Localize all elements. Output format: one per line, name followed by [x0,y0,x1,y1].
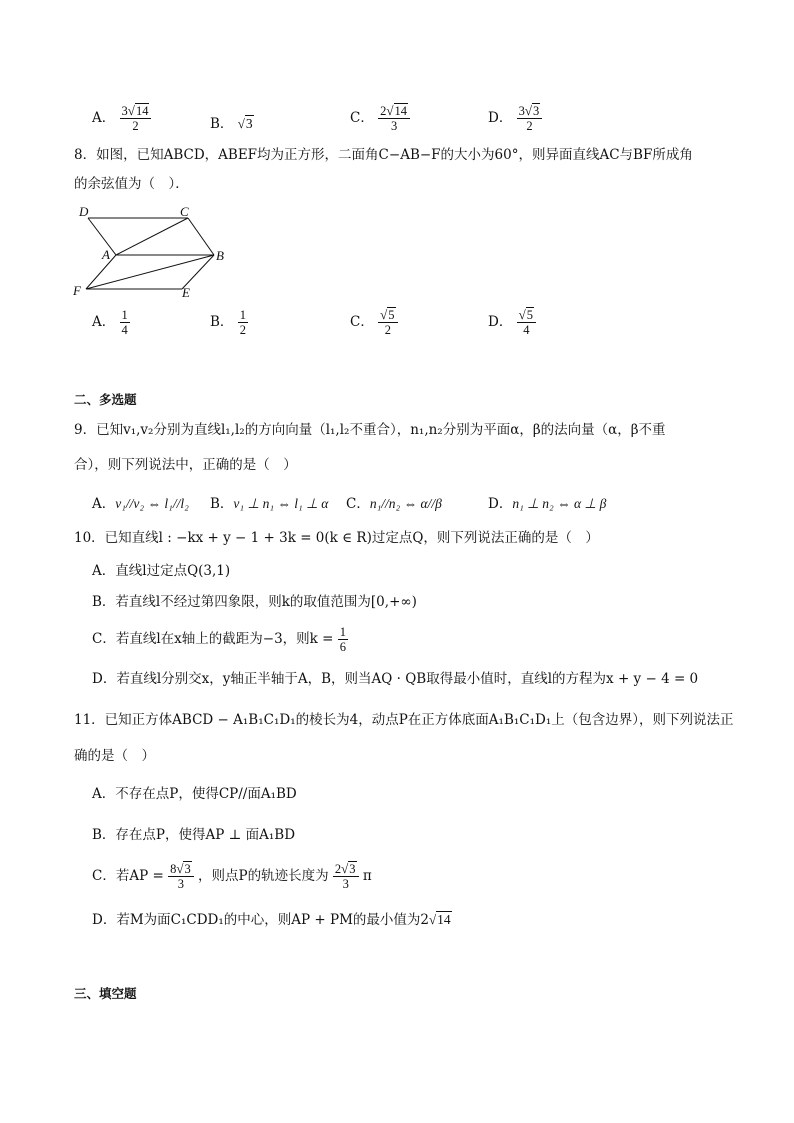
q8-stem-line2: 的余弦值为（ ）． [74,176,189,192]
section-title-multi-choice: 二、多选题 [74,392,137,407]
q7-option-b: B． √3 [210,116,253,132]
q9-option-c: C．n₁//n₂ ⇔ α//β [346,496,442,512]
q7-option-c: C． $\frac{2√14}{3}$ [350,104,410,133]
fraction: $\frac{3√14}{2}$ [120,104,152,133]
q10-option-c: C．若直线l在x轴上的截距为−3，则k = $\frac{1}{6}$ [92,625,346,654]
q8-option-a: A． $\frac{1}{4}$ [92,308,128,337]
q10-option-b: B．若直线l不经过第四象限，则k的取值范围为[0,+∞) [92,594,417,610]
q11-option-c: C．若AP = $\frac{8√3}{3}$ ，则点P的轨迹长度为 $\frac{2√3}{3}$ π [92,861,372,891]
q9-option-d: D．n₁ ⊥ n₂ ⇔ α ⊥ β [488,496,607,512]
q11-stem-line1: 11．已知正方体ABCD − A₁B₁C₁D₁的棱长为4，动点P在正方体底面A₁B₁C₁D₁上（包含边界），则下列说法正 [74,712,734,728]
label-a: A [102,247,110,262]
q11-option-d: D．若M为面C₁CDD₁的中心，则AP + PM的最小值为2√14 [92,912,451,928]
q7-option-a: A． $\frac{3√14}{2}$ [92,104,151,133]
edge-ac [116,218,188,255]
fraction: $\frac{2√14}{3}$ [378,104,410,133]
q8-option-c: C． $\frac{√5}{2}$ [350,308,398,337]
q9-option-b: B．v₁ ⊥ n₁ ⇔ l₁ ⊥ α [210,496,329,512]
section-title-fill-blank: 三、填空题 [74,986,137,1001]
q11-option-a: A．不存在点P，使得CP//面A₁BD [92,786,297,802]
q10-stem: 10．已知直线l : −kx + y − 1 + 3k = 0(k ∈ R)过定点Q，则下列说法正确的是（ ） [74,530,599,546]
edge-be [182,255,214,289]
q7-options [92,104,712,138]
edge-cb [188,218,214,255]
label-c: C [180,204,189,219]
fraction: $\frac{1}{6}$ [339,625,346,654]
q11-option-b: B．存在点P，使得AP ⊥ 面A₁BD [92,827,296,843]
q7-option-d: D． $\frac{3√3}{2}$ [488,104,542,133]
q11-stem-line2: 确的是（ ） [74,748,155,764]
q10-option-d: D．若直线l分别交x，y轴正半轴于A，B，则当AQ · QB取得最小值时，直线l的方程为x + y − 4 = 0 [92,671,699,687]
label-d: D [79,204,89,219]
q9-options [92,492,712,514]
q8-option-b: B． $\frac{1}{2}$ [210,308,246,337]
label-b: B [216,248,224,263]
label-f: F [73,283,81,298]
fraction: $\frac{2√3}{3}$ [333,862,359,891]
edge-af [86,255,116,289]
fraction: $\frac{√5}{2}$ [378,308,397,337]
q8-options [92,308,712,344]
q8-figure [72,203,252,303]
q10-option-a: A．直线l过定点Q(3,1) [92,563,231,579]
q8-option-d: D． $\frac{√5}{4}$ [488,308,536,337]
q9-stem-line2: 合），则下列说法中，正确的是（ ） [74,457,297,473]
q8-stem-line1: 8．如图，已知ABCD，ABEF均为正方形，二面角C−AB−F的大小为60°，则异面直线AC与BF所成角 [74,147,693,163]
fraction: $\frac{√5}{4}$ [517,308,536,337]
fraction: $\frac{1}{2}$ [239,308,246,337]
fraction: $\frac{3√3}{2}$ [517,104,543,133]
label-e: E [182,285,190,300]
fraction: $\frac{1}{4}$ [121,308,128,337]
q9-stem-line1: 9．已知v₁,v₂分别为直线l₁,l₂的方向向量（l₁,l₂不重合），n₁,n₂分别为平面α，β的法向量（α，β不重 [74,422,666,438]
q9-option-a: A．v₁//v₂ ⇔ l₁//l₂ [92,496,189,512]
fraction: $\frac{8√3}{3}$ [168,862,194,891]
